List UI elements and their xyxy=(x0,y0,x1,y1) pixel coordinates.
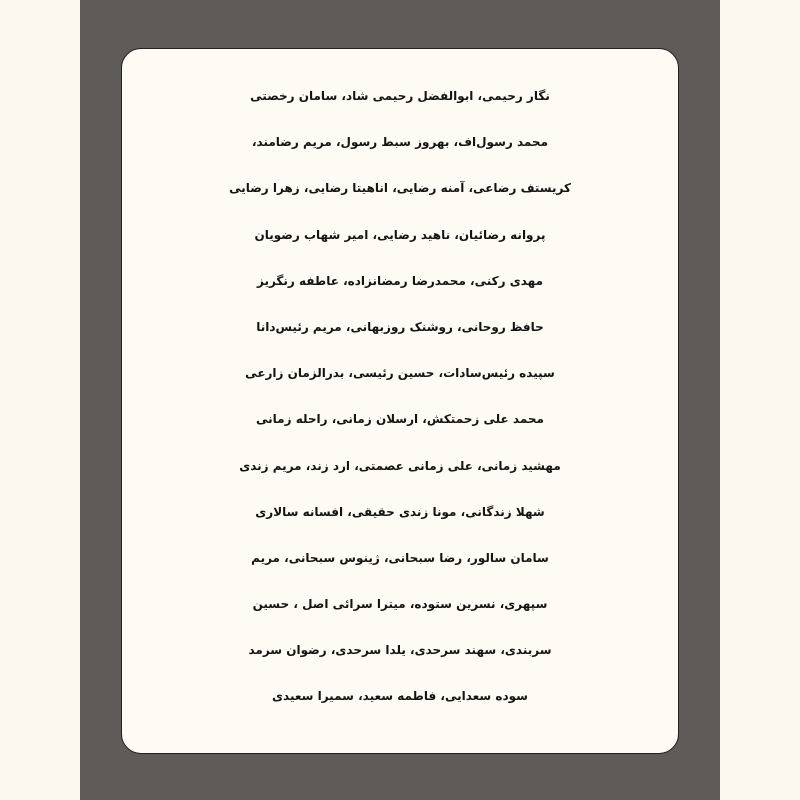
name-line-11: سامان سالور، رضا سبحانی، ژینوس سبحانی، مریم xyxy=(251,550,549,565)
name-line-8: محمد علی زحمتکش، ارسلان زمانی، راحله زمانی xyxy=(256,412,544,427)
name-line-4: پروانه رضائیان، ناهید رضایی، امیر شهاب رضویان xyxy=(254,227,546,242)
name-line-7: سپیده رئیس‌سادات، حسین رئیسی، بدرالزمان زارعی xyxy=(245,366,555,381)
name-line-13: سربندی، سهند سرحدی، یلدا سرحدی، رضوان سرمد xyxy=(248,643,552,658)
name-line-9: مهشید زمانی، علی زمانی عصمتی، ارد زند، مریم زندی xyxy=(239,458,561,473)
names-card xyxy=(121,48,679,754)
name-line-14: سوده سعدایی، فاطمه سعید، سمیرا سعیدی xyxy=(272,689,528,704)
name-line-2: محمد رسول‌اف، بهروز سبط رسول، مریم رضامند، xyxy=(251,135,549,150)
name-line-6: حافظ روحانی، روشنک روزبهانی، مریم رئیس‌دانا xyxy=(256,319,544,334)
name-line-1: نگار رحیمی، ابوالفضل رحیمی شاد، سامان رخصتی xyxy=(250,89,550,103)
name-line-12: سپهری، نسرین ستوده، میترا سرائی اصل ، حسین xyxy=(252,597,548,612)
name-line-10: شهلا زندگانی، مونا زندی حقیقی، افسانه سالاری xyxy=(255,504,545,519)
name-line-5: مهدی رکنی، محمدرضا رمضانزاده، عاطفه رنگریز xyxy=(256,273,544,288)
name-line-3: کریستف رضاعی، آمنه رضایی، اناهیتا رضایی، زهرا رضایی xyxy=(229,181,571,196)
